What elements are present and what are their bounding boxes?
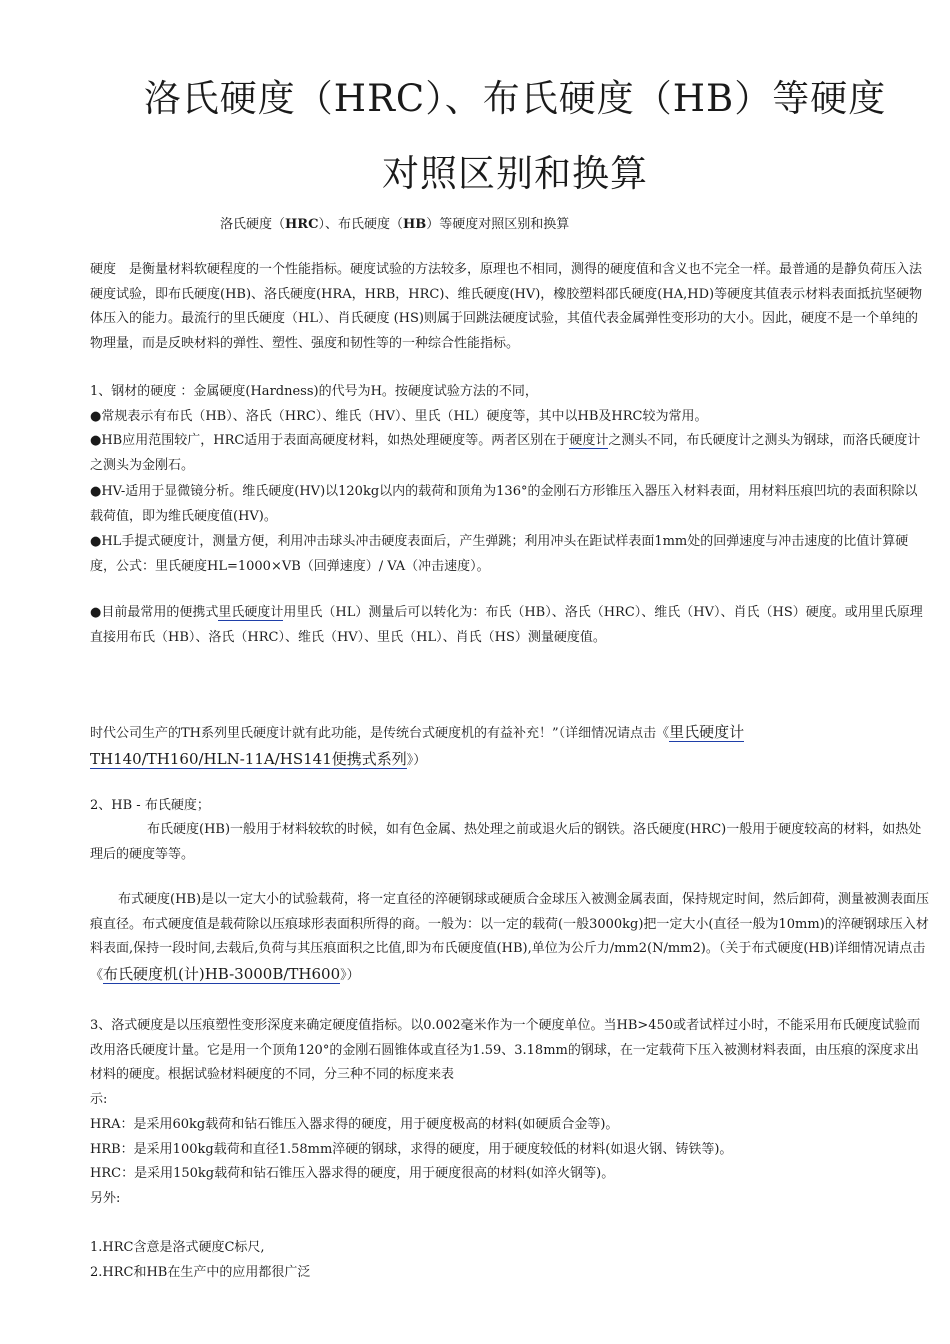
intro-paragraph: 硬度 是衡量材料软硬程度的一个性能指标。硬度试验的方法较多，原理也不相同，测得的硬度值和含义也不完全一样。最普通的是静负荷压入法硬度试验，即布氏硬度(HB)、洛氏硬度(HRA，HRB，HRC)、维氏硬度(HV)，橡胶塑料邵氏硬度(HA,HD)等硬度其值表示材料表面抵抗坚硬物体压入的能力。最流行的里氏硬度（HL）、肖氏硬度 (HS)则属于回跳法硬度试验，其值代表金属弹性变形功的大小。因此，硬度不是一个单纯的物理量，而是反映材料的弹性、塑性、强度和韧性等的一种综合性能指标。: [90, 262, 923, 351]
brinell-tester-link[interactable]: 布氏硬度机(计)HB-3000B/TH600: [103, 964, 341, 983]
section2-heading: 2、HB - 布氏硬度；: [90, 798, 210, 813]
subtitle: 洛氏硬度（HRC）、布氏硬度（HB）等硬度对照区别和换算: [220, 217, 570, 232]
product-promo: 时代公司生产的TH系列里氏硬度计就有此功能，是传统台式硬度机的有益补充！”（详细情况请点击《里氏硬度计 TH140/TH160/HLN-11A/HS141便携式系列》）: [90, 723, 745, 768]
section2-paragraph-2: 布式硬度(HB)是以一定大小的试验载荷，将一定直径的淬硬钢球或硬质合金球压入被测金属表面，保持规定时间，然后卸荷，测量被测表面压痕直径。布式硬度值是载荷除以压痕球形表面积所得的商。一般为：以一定的载荷(一般3000kg)把一定大小(直径一般为10mm)的淬硬钢球压入材料表面,保持一段时间,去载后,负荷与其压痕面积之比值,即为布氏硬度值(HB),单位为公斤力/mm2(N/mm2)。（关于布式硬度(HB)详细情况请点击《布氏硬度机(计)HB-3000B/TH600》）: [90, 892, 930, 983]
section3-paragraph: 3、洛式硬度是以压痕塑性变形深度来确定硬度值指标。以0.002毫米作为一个硬度单位。当HB>450或者试样过小时，不能采用布氏硬度试验而改用洛氏硬度计量。它是用一个顶角120°的金刚石圆锥体或直径为1.59、3.18mm的钢球，在一定载荷下压入被测材料表面，由压痕的深度求出材料的硬度。根据试验材料硬度的不同，分三种不同的标度来表: [90, 1018, 921, 1082]
leeb-tester-link[interactable]: 里氏硬度计: [218, 605, 284, 620]
section2-paragraph-1: 布氏硬度(HB)一般用于材料较软的时候，如有色金属、热处理之前或退火后的钢铁。洛氏硬度(HRC)一般用于硬度较高的材料，如热处理后的硬度等等。: [90, 822, 922, 862]
leeb-series-link-part2[interactable]: TH140/TH160/HLN-11A/HS141便携式系列: [90, 749, 407, 768]
section3-paragraph-tail: 示:: [90, 1092, 108, 1107]
hardness-tester-link[interactable]: 硬度计: [569, 433, 609, 448]
section1-heading: 1、钢材的硬度 ：金属硬度(Hardness)的代号为H。按硬度试验方法的不同，: [90, 384, 538, 399]
section1-bullet-4: ●HL手提式硬度计，测量方便，利用冲击球头冲击硬度表面后，产生弹跳；利用冲头在距试样表面1mm处的回弹速度与冲击速度的比值计算硬度，公式：里氏硬度HL=1000×VB（回弹速度）/ VA（冲击速度）。: [90, 534, 909, 574]
section1-bullet-3: ●HV-适用于显微镜分析。维氏硬度(HV)以120kg以内的载荷和顶角为136°的金刚石方形锥压入器压入材料表面，用材料压痕凹坑的表面积除以载荷值，即为维氏硬度值(HV)。: [90, 484, 918, 524]
note-1: 1.HRC含意是洛式硬度C标尺,: [90, 1240, 265, 1255]
section1-bullet-2: ●HB应用范围较广，HRC适用于表面高硬度材料，如热处理硬度等。两者区别在于硬度计之测头不同，布氏硬度计之测头为钢球，而洛氏硬度计之测头为金刚石。: [90, 433, 921, 473]
leeb-series-link-part1[interactable]: 里氏硬度计: [669, 723, 745, 741]
section1-bullet-1: ●常规表示有布氏（HB）、洛氏（HRC）、维氏（HV）、里氏（HL）硬度等，其中以HB及HRC较为常用。: [90, 409, 708, 424]
hrc-definition: HRC：是采用150kg载荷和钻石锥压入器求得的硬度，用于硬度很高的材料(如淬火钢等)。: [90, 1166, 615, 1181]
hrb-definition: HRB：是采用100kg载荷和直径1.58mm淬硬的钢球，求得的硬度，用于硬度较低的材料(如退火钢、铸铁等)。: [90, 1142, 733, 1157]
document-title-line2: 对照区别和换算: [382, 152, 648, 195]
section1-bullet-5: ●目前最常用的便携式里氏硬度计用里氏（HL）测量后可以转化为：布氏（HB）、洛氏（HRC）、维氏（HV）、肖氏（HS）硬度。或用里氏原理直接用布氏（HB）、洛氏（HRC）、维氏（HV）、里氏（HL）、肖氏（HS）测量硬度值。: [90, 605, 923, 645]
hra-definition: HRA：是采用60kg载荷和钻石锥压入器求得的硬度，用于硬度极高的材料(如硬质合金等)。: [90, 1117, 619, 1132]
document-title-line1: 洛氏硬度（HRC）、布氏硬度（HB）等硬度: [143, 77, 887, 120]
note-2: 2.HRC和HB在生产中的应用都很广泛: [90, 1265, 311, 1280]
other-label: 另外:: [90, 1191, 121, 1206]
